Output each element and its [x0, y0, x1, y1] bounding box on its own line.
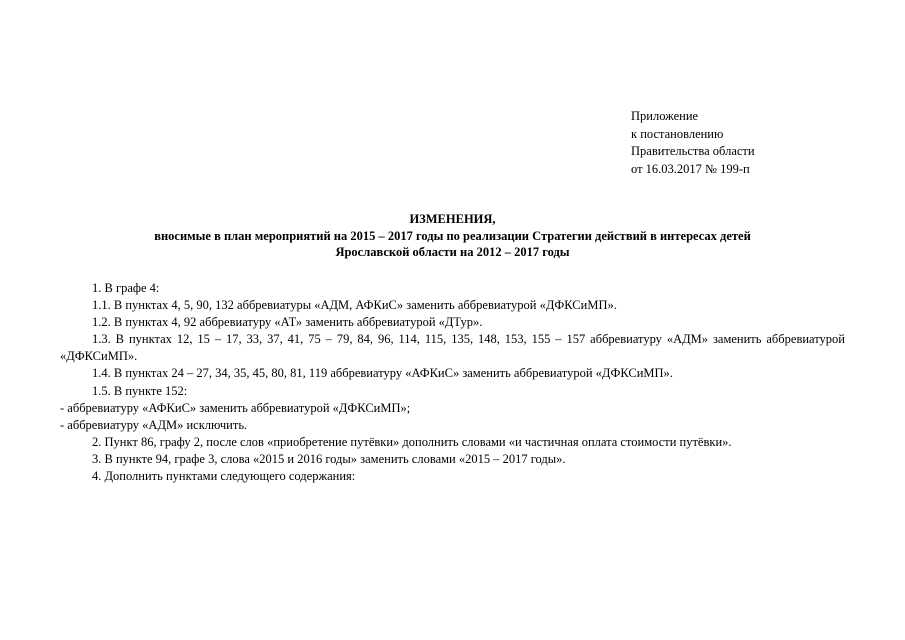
paragraph-item-3: 3. В пункте 94, графе 3, слова «2015 и 2016 годы» заменить словами «2015 – 2017 годы». [92, 451, 566, 466]
paragraph-dash-1: - аббревиатуру «АФКиС» заменить аббревиатурой «ДФКСиМП»; [60, 400, 411, 415]
appendix-block [631, 108, 881, 178]
appendix-line-1: Приложение [631, 109, 699, 123]
appendix-line-3: Правительства области [631, 144, 755, 158]
paragraph-dash-2: - аббревиатуру «АДМ» исключить. [60, 417, 248, 432]
appendix-line-2: к постановлению [631, 126, 724, 141]
paragraph-item-1-1: 1.1. В пунктах 4, 5, 90, 132 аббревиатуры «АДМ, АФКиС» заменить аббревиатурой «ДФКСиМП». [92, 298, 617, 313]
heading-subtitle-line-2: Ярославской области на 2012 – 2017 годы [335, 245, 570, 259]
paragraph-item-1-3: 1.3. В пунктах 12, 15 – 17, 33, 37, 41, 75 – 79, 84, 96, 114, 115, 135, 148, 153, 155 – 157 аббревиатуру «АДМ» заменить аббревиатурой «ДФКСиМП». [60, 332, 845, 364]
document-body [60, 280, 845, 485]
heading-title: ИЗМЕНЕНИЯ, [409, 212, 496, 226]
paragraph-item-1-4: 1.4. В пунктах 24 – 27, 34, 35, 45, 80, 81, 119 аббревиатуру «АФКиС» заменить аббревиатурой «ДФКСиМП». [92, 366, 673, 381]
document-heading [60, 211, 845, 261]
paragraph-item-2: 2. Пункт 86, графу 2, после слов «приобретение путёвки» дополнить словами «и частичная оплата стоимости путёвки». [92, 434, 732, 449]
paragraph-item-4: 4. Дополнить пунктами следующего содержания: [92, 469, 356, 484]
appendix-line-4: от 16.03.2017 № 199-п [631, 161, 750, 176]
paragraph-item-1: 1. В графе 4: [92, 281, 160, 295]
heading-subtitle-line-1: вносимые в план мероприятий на 2015 – 2017 годы по реализации Стратегии действий в интересах детей [154, 228, 751, 243]
paragraph-item-1-5: 1.5. В пункте 152: [92, 383, 188, 398]
paragraph-item-1-2: 1.2. В пунктах 4, 92 аббревиатуру «АТ» заменить аббревиатурой «ДТур». [92, 315, 483, 330]
